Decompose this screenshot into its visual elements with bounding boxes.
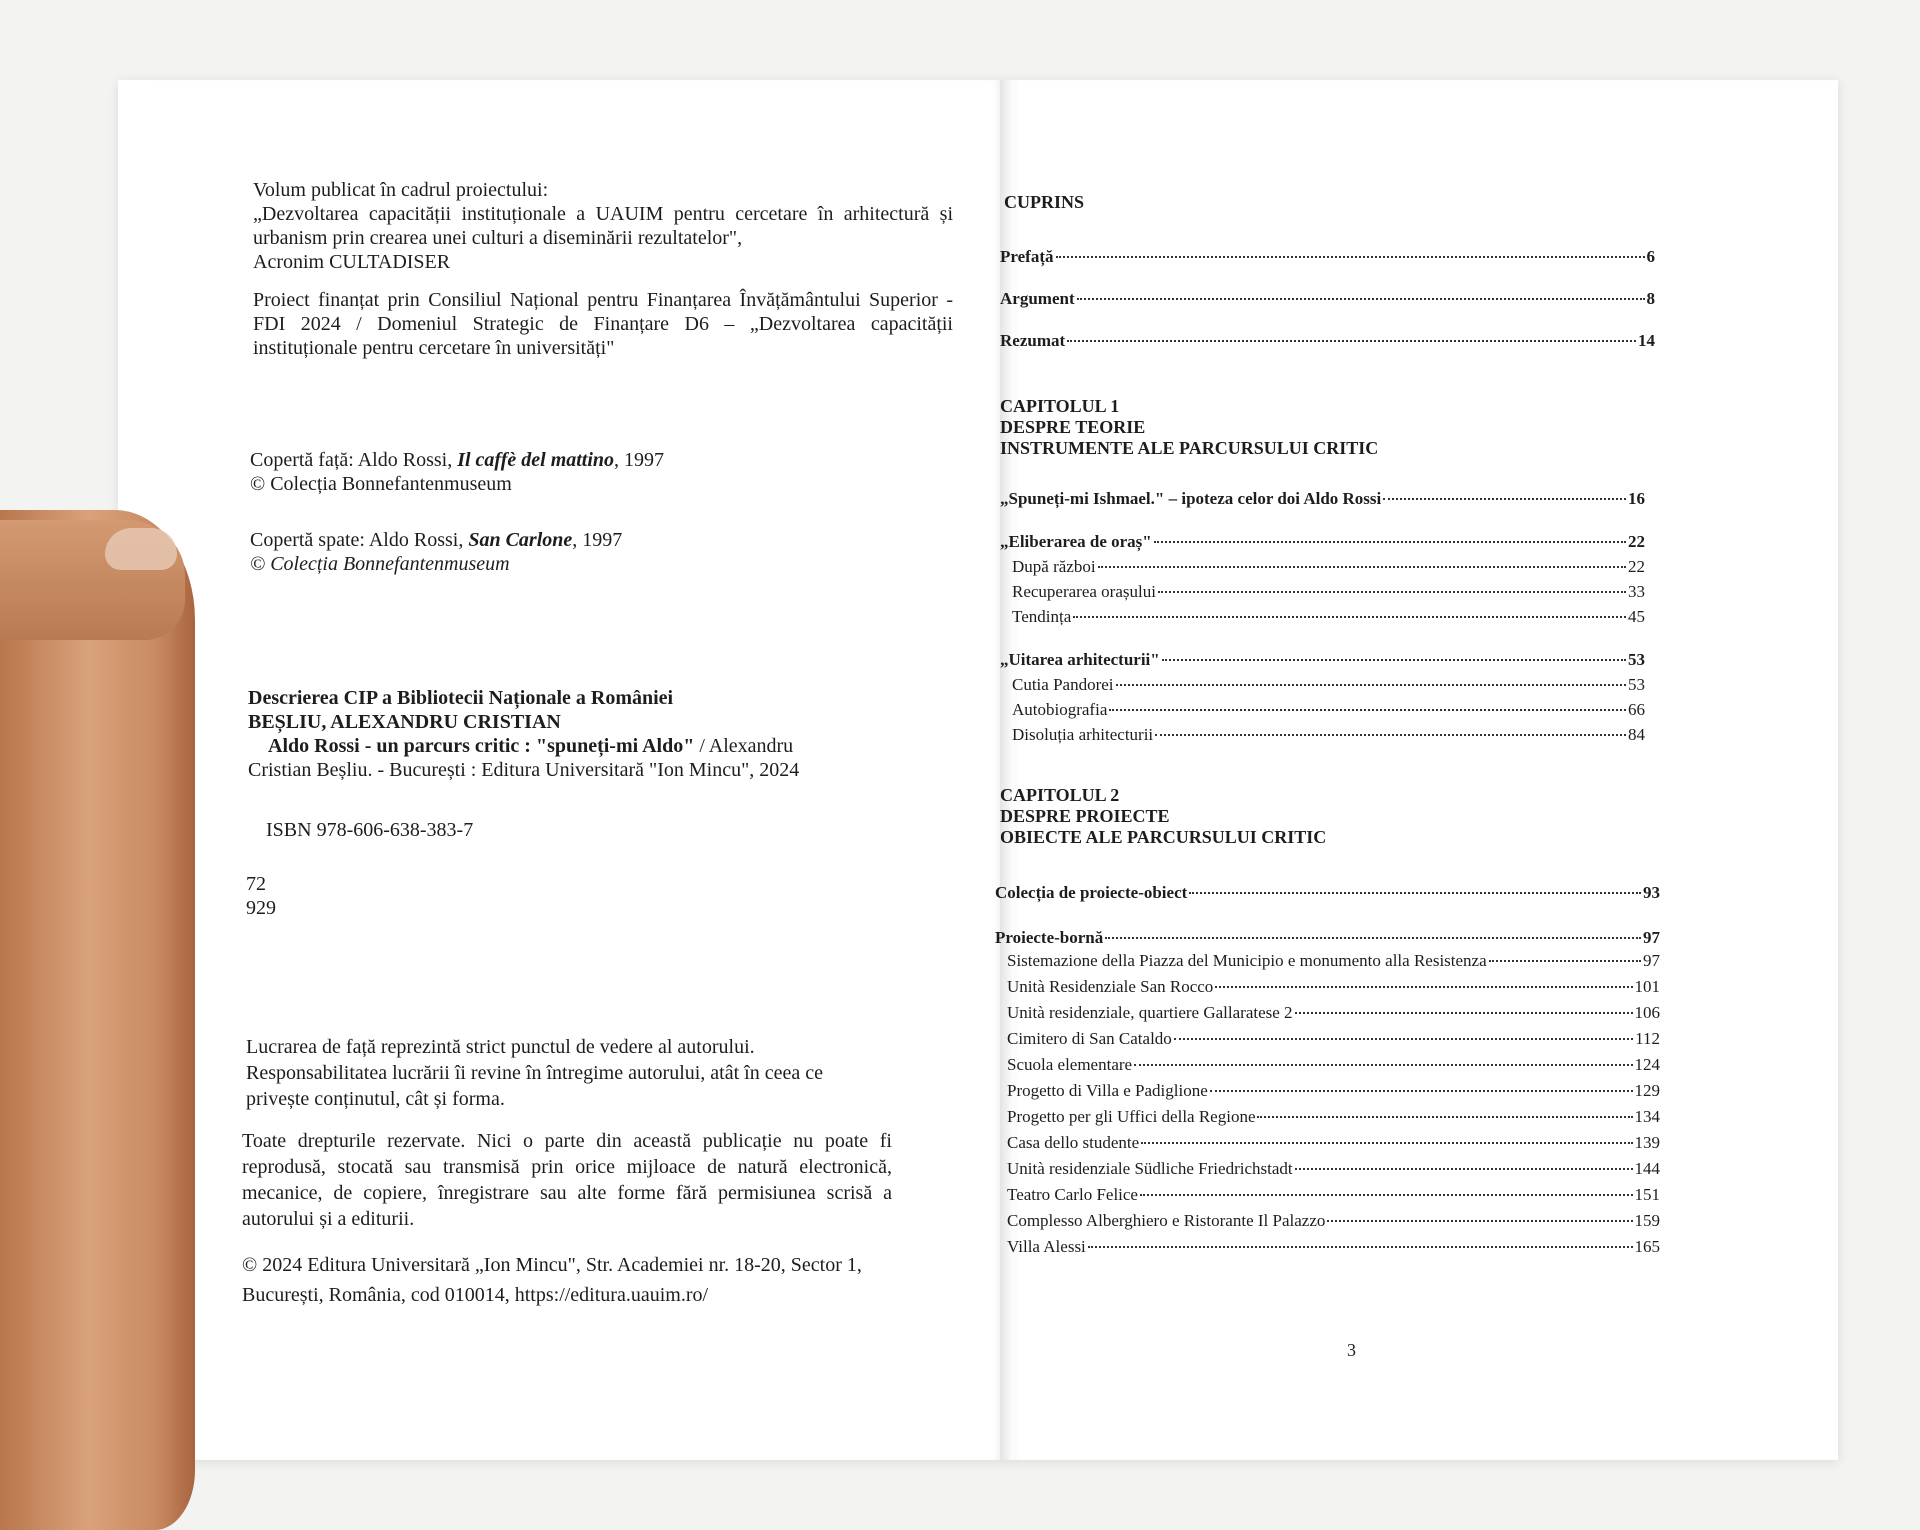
cover-back-title: San Carlone <box>468 529 573 551</box>
cover-front <box>250 448 970 496</box>
isbn: ISBN 978-606-638-383-7 <box>266 819 474 841</box>
toc-entry[interactable]: Casa dello studente 139 <box>1007 1133 1660 1152</box>
toc-heading <box>1004 192 1664 213</box>
cover-front-title: Il caffè del mattino <box>457 449 615 471</box>
toc-entry[interactable]: Unità residenziale Südliche Friedrichstadt 144 <box>1007 1159 1660 1178</box>
chapter-1-subtitle: INSTRUMENTE ALE PARCURSULUI CRITIC <box>1000 438 1379 458</box>
acronym: Acronim CULTADISER <box>253 251 451 273</box>
toc-entry[interactable]: Cutia Pandorei 53 <box>1012 675 1645 694</box>
toc-entry[interactable]: Colecția de proiecte-obiect 93 <box>995 883 1660 902</box>
toc-entry[interactable]: Progetto per gli Uffici della Regione 134 <box>1007 1107 1660 1126</box>
class-2: 929 <box>246 897 276 919</box>
classification <box>246 872 966 920</box>
chapter-2-heading <box>1000 785 1660 848</box>
cover-front-suffix: , 1997 <box>614 449 665 471</box>
chapter-1-number: CAPITOLUL 1 <box>1000 396 1120 416</box>
toc-front <box>1000 246 1655 351</box>
chapter-2-title: DESPRE PROIECTE <box>1000 806 1170 826</box>
chapter-1-entries <box>1000 488 1645 745</box>
toc-entry[interactable]: Proiecte-bornă 97 <box>995 928 1660 947</box>
project-intro: Volum publicat în cadrul proiectului: <box>253 179 549 201</box>
cip-title: Descrierea CIP a Bibliotecii Naționale a României <box>248 687 674 709</box>
cip-book-title-rest: / Alexandru <box>694 735 794 757</box>
toc-entry[interactable]: Autobiografia 66 <box>1012 700 1645 719</box>
chapter-2-number: CAPITOLUL 2 <box>1000 785 1120 805</box>
rights-text: Toate drepturile rezervate. Nici o parte din această publicație nu poate fi reprodusă, stocată sau transmisă prin orice mijloace de natură electronică, mecanice, de copiere, înregistrare sau alte forme fără permisiunea scrisă a autorului și a editurii. <box>242 1130 892 1230</box>
cover-back-suffix: , 1997 <box>572 529 623 551</box>
toc-entry[interactable]: Cimitero di San Cataldo 112 <box>1007 1029 1660 1048</box>
cover-back-credit: © Colecția Bonnefantenmuseum <box>250 553 510 575</box>
cover-back-prefix: Copertă spate: Aldo Rossi, <box>250 529 469 551</box>
chapter-2-subtitle: OBIECTE ALE PARCURSULUI CRITIC <box>1000 827 1327 847</box>
toc-title: CUPRINS <box>1004 192 1085 212</box>
toc-entry[interactable]: Sistemazione della Piazza del Municipio e monumento alla Resistenza 97 <box>1007 951 1660 970</box>
copyright-text: © 2024 Editura Universitară „Ion Mincu", Str. Academiei nr. 18-20, Sector 1, București, România, cod 010014, https://editura.uauim.ro/ <box>242 1254 862 1306</box>
cip-book-title: Aldo Rossi - un parcurs critic : "spuneți-mi Aldo" <box>268 735 695 757</box>
funding-block <box>253 288 953 360</box>
toc-entry[interactable]: Complesso Alberghiero e Ristorante Il Palazzo 159 <box>1007 1211 1660 1230</box>
disclaimer-text: Lucrarea de față reprezintă strict punctul de vedere al autorului. Responsabilitatea lucrării îi revine în întregime autorului, atât în ceea ce privește conținutul, cât și forma. <box>246 1036 823 1110</box>
project-title: „Dezvoltarea capacității instituționale a UAUIM pentru cercetare în arhitectură și urbanism prin crearea unei culturi a diseminării rezultatelor", <box>253 203 953 249</box>
toc-entry[interactable]: „Uitarea arhitecturii" 53 <box>1000 650 1645 669</box>
toc-entry[interactable]: Unità Residenziale San Rocco 101 <box>1007 977 1660 996</box>
copyright <box>242 1250 882 1310</box>
cover-back <box>250 528 970 576</box>
toc-entry[interactable]: Teatro Carlo Felice 151 <box>1007 1185 1660 1204</box>
funding-text: Proiect finanțat prin Consiliul Național pentru Finanțarea Învățământului Superior - FDI 2024 / Domeniul Strategic de Finanțare D6 – „Dezvoltarea capacității instituționale pentru cercetare în universități" <box>253 289 953 359</box>
project-block <box>253 178 953 274</box>
toc-entry[interactable]: Rezumat 14 <box>1000 331 1655 350</box>
cover-front-prefix: Copertă față: Aldo Rossi, <box>250 449 458 471</box>
toc-entry[interactable]: Villa Alessi 165 <box>1007 1237 1660 1256</box>
toc-entry[interactable]: „Spuneți-mi Ishmael." – ipoteza celor doi Aldo Rossi 16 <box>1000 489 1645 508</box>
class-1: 72 <box>246 873 266 895</box>
cover-front-credit: © Colecția Bonnefantenmuseum <box>250 473 512 495</box>
cip-block <box>248 686 898 782</box>
disclaimer <box>246 1034 886 1112</box>
toc-entry[interactable]: Prefață 6 <box>1000 247 1655 266</box>
toc-entry[interactable]: „Eliberarea de oraș" 22 <box>1000 532 1645 551</box>
hand <box>0 510 195 1530</box>
chapter-2-entries <box>995 882 1660 1257</box>
toc-entry[interactable]: Disoluția arhitecturii 84 <box>1012 725 1645 744</box>
cip-author: BEȘLIU, ALEXANDRU CRISTIAN <box>248 711 561 733</box>
toc-entry[interactable]: Argument 8 <box>1000 289 1655 308</box>
toc-entry[interactable]: Scuola elementare 124 <box>1007 1055 1660 1074</box>
thumbnail-nail <box>105 528 177 570</box>
chapter-1-heading <box>1000 396 1660 459</box>
toc-entry[interactable]: Tendința 45 <box>1012 607 1645 626</box>
toc-entry[interactable]: Progetto di Villa e Padiglione 129 <box>1007 1081 1660 1100</box>
page-number: 3 <box>1347 1340 1356 1360</box>
rights <box>242 1128 892 1232</box>
toc-entry[interactable]: După război 22 <box>1012 557 1645 576</box>
cip-book-line2: Cristian Beșliu. - București : Editura Universitară "Ion Mincu", 2024 <box>248 759 800 781</box>
toc-entry[interactable]: Recuperarea orașului 33 <box>1012 582 1645 601</box>
toc-entry[interactable]: Unità residenziale, quartiere Gallaratese 2 106 <box>1007 1003 1660 1022</box>
chapter-1-title: DESPRE TEORIE <box>1000 417 1146 437</box>
